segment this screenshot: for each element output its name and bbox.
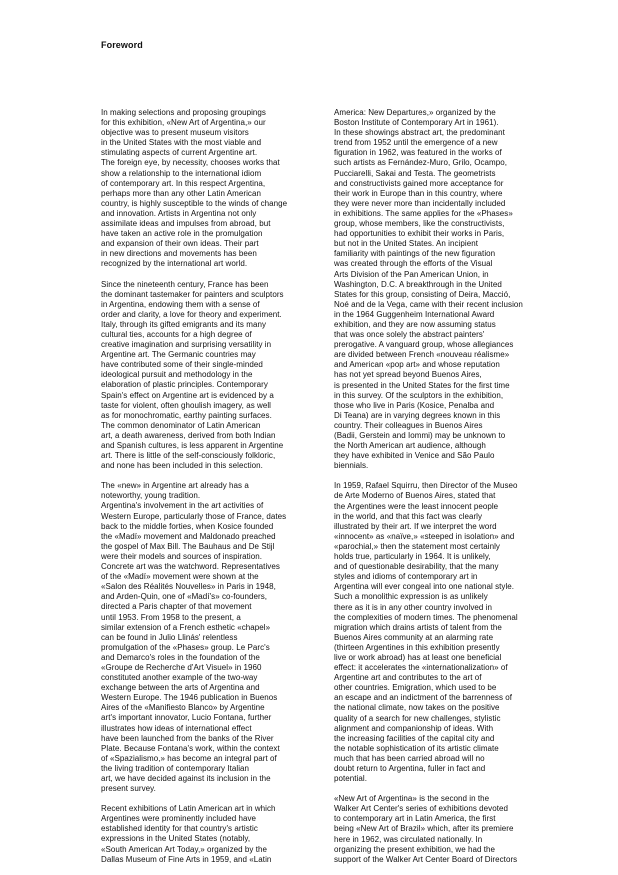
page-heading: Foreword <box>101 40 143 50</box>
right-text-column <box>334 108 552 875</box>
paragraph: Recent exhibitions of Latin American art in which Argentines were prominently included have established identity for that country's artistic expressions in the United States (notably, «South American Art Today,» organized by the Dallas Museum of Fine Arts in 1959, and «Latin <box>101 804 276 864</box>
paragraph: In 1959, Rafael Squirru, then Director of the Museo de Arte Moderno of Buenos Aires, stated that the Argentines were the least innocent people in the world, and that this fact was clearly illustrated by their art. If we interpret the word «innocent» as «naïve,» «steeped in isolation» and «parochial,» then the statement most certainly holds true, particularly in 1964. It is unlikely, and of questionable desirability, that the many styles and idioms of contemporary art in Argentina will ever congeal into one national style. Such a monolithic expression is as unlikely there as it is in any other country involved in the complexities of modern times. The phenomenal migration which drains artists of talent from the Buenos Aires community at an alarming rate (thirteen Argentines in this exhibition presently live or work abroad) has at least one beneficial effect: it accelerates the «internationalization» of Argentine art and contributes to the art of other countries. Emigration, which used to be an escape and an indictment of the barrenness of the national climate, now takes on the positive quality of a search for new challenges, stylistic alignment and companionship of ideas. With the increasing facilities of the capital city and the notable sophistication of its artistic climate much that has been carried abroad will no doubt return to Argentina, fuller in fact and potential. <box>334 481 518 784</box>
paragraph: Since the nineteenth century, France has been the dominant tastemaker for painters and sculptors in Argentina, endowing them with a sense of order and clarity, a love for theory and experiment. Italy, through its gifted emigrants and its many cultural ties, accounts for a high degree of creative imagination and surprising versatility in Argentine art. The Germanic countries may have contributed some of their single-minded ideological pursuit and methodology in the elaboration of plastic principles. Contemporary Spain's effect on Argentine art is evidenced by a taste for violent, often ghoulish imagery, as well as for monochromatic, earthy painting surfaces. The common denominator of Latin American art, a death awareness, derived from both Indian and Spanish cultures, is less apparent in Argentine art. There is little of the self-consciously folkloric, and none has been included in this selection. <box>101 279 284 471</box>
paragraph: In making selections and proposing groupings for this exhibition, «New Art of Argentina,» our objective was to present museum visitors in the United States with the most viable and stimulating aspects of current Argentine art. The foreign eye, by necessity, chooses works that show a relationship to the international idiom of contemporary art. In this respect Argentina, perhaps more than any other Latin American country, is highly susceptible to the winds of change and innovation. Artists in Argentina not only assimilate ideas and impulses from abroad, but have taken an active role in the promulgation and expansion of their own ideas. Their part in new directions and movements has been recognized by the international art world. <box>101 108 288 269</box>
paragraph: America: New Departures,» organized by the Boston Institute of Contemporary Art in 1961). In these showings abstract art, the predominant trend from 1952 until the emergence of a new figuration in 1962, was featured in the works of such artists as Fernández-Muro, Grilo, Ocampo, Pucciarelli, Sakai and Testa. The geometrists and constructivists gained more acceptance for their work in Europe than in this country, where they were never more than incidentally included in exhibitions. The same applies for the «Phases» group, whose members, like the constructivists, had opportunities to exhibit their works in Paris, but not in the United States. An incipient familiarity with paintings of the new figuration was created through the efforts of the Visual Arts Division of the Pan American Union, in Washington, D.C. A breakthrough in the United States for this group, consisting of Deira, Macció, Noé and de la Vega, came with their recent inclusion in the 1964 Guggenheim International Award exhibition, and they are now assuming status that was once solely the abstract painters' prerogative. A vanguard group, whose allegiances are divided between French «nouveau réalisme» and American «pop art» and whose reputation has not yet spread beyond Buenos Aires, is presented in the United States for the first time in this survey. Of the sculptors in the exhibition, those who live in Paris (Kosice, Penalba and Di Teana) are in varying degrees known in this country. Their colleagues in Buenos Aires (Badii, Gerstein and Iommi) may be unknown to the North American art audience, although they have exhibited in Venice and São Paulo biennials. <box>334 108 523 471</box>
paragraph: The «new» in Argentine art already has a noteworthy, young tradition. Argentina's involvement in the art activities of Western Europe, particularly those of France, dates back to the middle forties, when Kosice founded the «Madí» movement and Maldonado preached the gospel of Max Bill. The Bauhaus and De Stijl were their models and sources of inspiration. Concrete art was the watchword. Representatives of the «Madí» movement were shown at the «Salon des Réalités Nouvelles» in Paris in 1948, and Arden-Quin, one of «Madí's» co-founders, directed a Paris chapter of that movement until 1953. From 1958 to the present, a similar extension of a French esthetic «chapel» can be found in Julio Llinás' relentless promulgation of the «Phases» group. Le Parc's and Demarco's roles in the foundation of the «Groupe de Recherche d'Art Visuel» in 1960 constituted another example of the two-way exchange between the arts of Argentina and Western Europe. The 1946 publication in Buenos Aires of the «Manifiesto Blanco» by Argentine art's important innovator, Lucio Fontana, further illustrates how ideas of international effect have been launched from the banks of the River Plate. Because Fontana's work, within the context of «Spazialismo,» has become an integral part of the living tradition of contemporary Italian art, we have decided against its inclusion in the present survey. <box>101 481 287 794</box>
paragraph: «New Art of Argentina» is the second in the Walker Art Center's series of exhibitions devoted to contemporary art in Latin America, the first being «New Art of Brazil» which, after its premiere here in 1962, was circulated nationally. In organizing the present exhibition, we had the support of the Walker Art Center Board of Directors <box>334 794 518 864</box>
left-text-column <box>101 108 319 875</box>
